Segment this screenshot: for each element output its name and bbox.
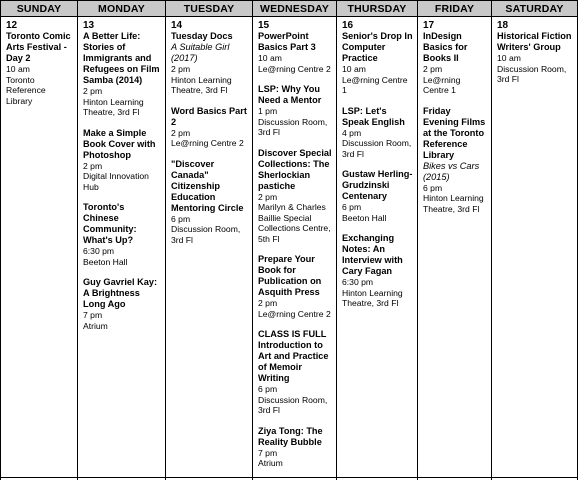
event-entry xyxy=(342,106,414,160)
event-time: 2 pm xyxy=(258,298,278,308)
event-entry xyxy=(6,31,74,106)
day-cell-monday xyxy=(78,17,166,480)
day-number: 14 xyxy=(171,20,183,31)
event-location: Hinton Learning Theatre, 3rd Fl xyxy=(342,287,403,308)
event-entry xyxy=(83,31,162,118)
event-entry xyxy=(258,426,333,469)
event-title: A Better Life: Stories of Immigrants and Refugees on Film Samba (2014) xyxy=(83,31,160,85)
event-title: Ziya Tong: The Reality Bubble xyxy=(258,425,323,447)
event-entry xyxy=(258,329,333,416)
event-time: 2 pm xyxy=(423,64,443,74)
event-title: "Discover Canada" Citizenship Education Mentoring Circle xyxy=(171,158,244,213)
event-entry xyxy=(83,277,162,331)
weekday-header-row xyxy=(0,0,578,17)
event-title: LSP: Why You Need a Mentor xyxy=(258,84,322,105)
event-time: 10 am xyxy=(6,64,30,74)
event-location: Hinton Learning Theatre, 3rd Fl xyxy=(83,96,144,117)
event-time: 4 pm xyxy=(342,127,362,138)
event-title: Word Basics Part 2 xyxy=(171,105,247,127)
event-time: 2 pm xyxy=(83,160,103,171)
event-time: 10 am xyxy=(258,53,282,63)
event-title: Historical Fiction Writers' Group xyxy=(497,31,572,52)
event-location: Discussion Room, 3rd Fl xyxy=(171,224,241,245)
day-cell-thursday xyxy=(337,17,418,480)
event-entry xyxy=(423,31,488,96)
event-entry xyxy=(342,169,414,223)
event-time: 6 pm xyxy=(171,213,191,224)
event-film-title: Bikes vs Cars (2015) xyxy=(423,160,480,182)
event-entry xyxy=(497,31,574,85)
event-location: Le@rning Centre 2 xyxy=(171,138,244,148)
event-title: PowerPoint Basics Part 3 xyxy=(258,31,316,52)
event-location: Discussion Room, 3rd Fl xyxy=(497,63,567,84)
week-divider xyxy=(0,477,578,478)
event-title: Exchanging Notes: An Interview with Cary Fagan xyxy=(342,233,403,276)
event-entry xyxy=(258,84,333,138)
day-number: 13 xyxy=(83,20,95,31)
event-time: 6 pm xyxy=(423,182,443,193)
day-cell-friday xyxy=(418,17,492,480)
event-entry xyxy=(171,31,249,96)
event-title: Discover Special Collections: The Sherlockian pastiche xyxy=(258,147,332,191)
event-title: CLASS IS FULL Introduction to Art and Practice of Memoir Writing xyxy=(258,329,329,383)
event-location: Discussion Room, 3rd Fl xyxy=(342,138,412,159)
day-cell-saturday xyxy=(492,17,578,480)
header-thursday: THURSDAY xyxy=(337,1,418,17)
header-wednesday: WEDNESDAY xyxy=(253,1,337,17)
event-title: Guy Gavriel Kay: A Brightness Long Ago xyxy=(83,277,158,309)
event-entry xyxy=(342,31,414,96)
header-monday: MONDAY xyxy=(78,1,166,17)
day-number: 15 xyxy=(258,20,270,31)
event-film-title: A Suitable Girl (2017) xyxy=(171,42,230,63)
day-cell-sunday xyxy=(0,17,78,480)
event-entry xyxy=(258,254,333,319)
event-entry xyxy=(258,31,333,74)
event-time: 2 pm xyxy=(83,86,103,96)
event-location: Atrium xyxy=(258,458,283,468)
event-time: 2 pm xyxy=(171,127,191,138)
header-friday: FRIDAY xyxy=(418,1,492,17)
header-saturday: SATURDAY xyxy=(492,1,578,17)
day-number: 17 xyxy=(423,20,435,31)
event-title: Tuesday Docs xyxy=(171,31,233,41)
event-location: Le@rning Centre 1 xyxy=(423,74,461,95)
event-location: Discussion Room, 3rd Fl xyxy=(258,116,328,137)
day-number: 18 xyxy=(497,20,509,31)
event-entry xyxy=(83,128,162,193)
event-location: Hinton Learning Theatre, 3rd Fl xyxy=(423,193,484,214)
event-entry xyxy=(342,233,414,309)
day-cell-tuesday xyxy=(166,17,253,480)
event-location: Beeton Hall xyxy=(342,212,387,223)
event-title: Prepare Your Book for Publication on Asquith Press xyxy=(258,254,322,297)
event-location: Digital Innovation Hub xyxy=(83,171,149,192)
event-entry xyxy=(423,106,488,215)
event-entry xyxy=(258,148,333,245)
event-title: Make a Simple Book Cover with Photoshop xyxy=(83,127,156,160)
event-title: Friday Evening Films at the Toronto Reference Library xyxy=(423,105,486,160)
event-location: Le@rning Centre 2 xyxy=(258,308,331,319)
event-time: 6:30 pm xyxy=(83,246,115,256)
event-title: LSP: Let's Speak English xyxy=(342,105,405,127)
event-location: Toronto Reference Library xyxy=(6,74,46,106)
event-time: 6 pm xyxy=(342,202,362,212)
event-location: Marilyn & Charles Baillie Special Collections Centre, 5th Fl xyxy=(258,202,331,244)
event-title: Toronto's Chinese Community: What's Up? xyxy=(83,202,137,245)
event-title: Senior's Drop In Computer Practice xyxy=(342,31,413,63)
event-entry xyxy=(171,106,249,149)
event-time: 10 am xyxy=(497,53,521,63)
event-time: 2 pm xyxy=(171,64,191,74)
header-tuesday: TUESDAY xyxy=(166,1,253,17)
event-location: Le@rning Centre 2 xyxy=(258,63,331,74)
event-location: Hinton Learning Theatre, 3rd Fl xyxy=(171,74,232,95)
event-time: 10 am xyxy=(342,64,366,74)
event-location: Atrium xyxy=(83,320,108,331)
event-time: 6 pm xyxy=(258,384,278,394)
header-sunday: SUNDAY xyxy=(0,1,78,17)
day-number: 12 xyxy=(6,20,18,31)
event-location: Beeton Hall xyxy=(83,256,128,267)
event-time: 6:30 pm xyxy=(342,277,374,287)
event-location: Discussion Room, 3rd Fl xyxy=(258,394,328,415)
event-entry xyxy=(171,159,249,246)
day-cell-wednesday xyxy=(253,17,337,480)
event-time: 2 pm xyxy=(258,191,278,202)
event-title: Toronto Comic Arts Festival - Day 2 xyxy=(6,31,71,63)
event-time: 7 pm xyxy=(83,310,103,320)
event-location: Le@rning Centre 1 xyxy=(342,74,408,95)
event-time: 7 pm xyxy=(258,447,278,458)
day-number: 16 xyxy=(342,20,354,31)
event-entry xyxy=(83,202,162,267)
event-title: Gustaw Herling-Grudzinski Centenary xyxy=(342,169,413,201)
event-time: 1 pm xyxy=(258,106,278,116)
event-title: InDesign Basics for Books II xyxy=(423,31,468,63)
